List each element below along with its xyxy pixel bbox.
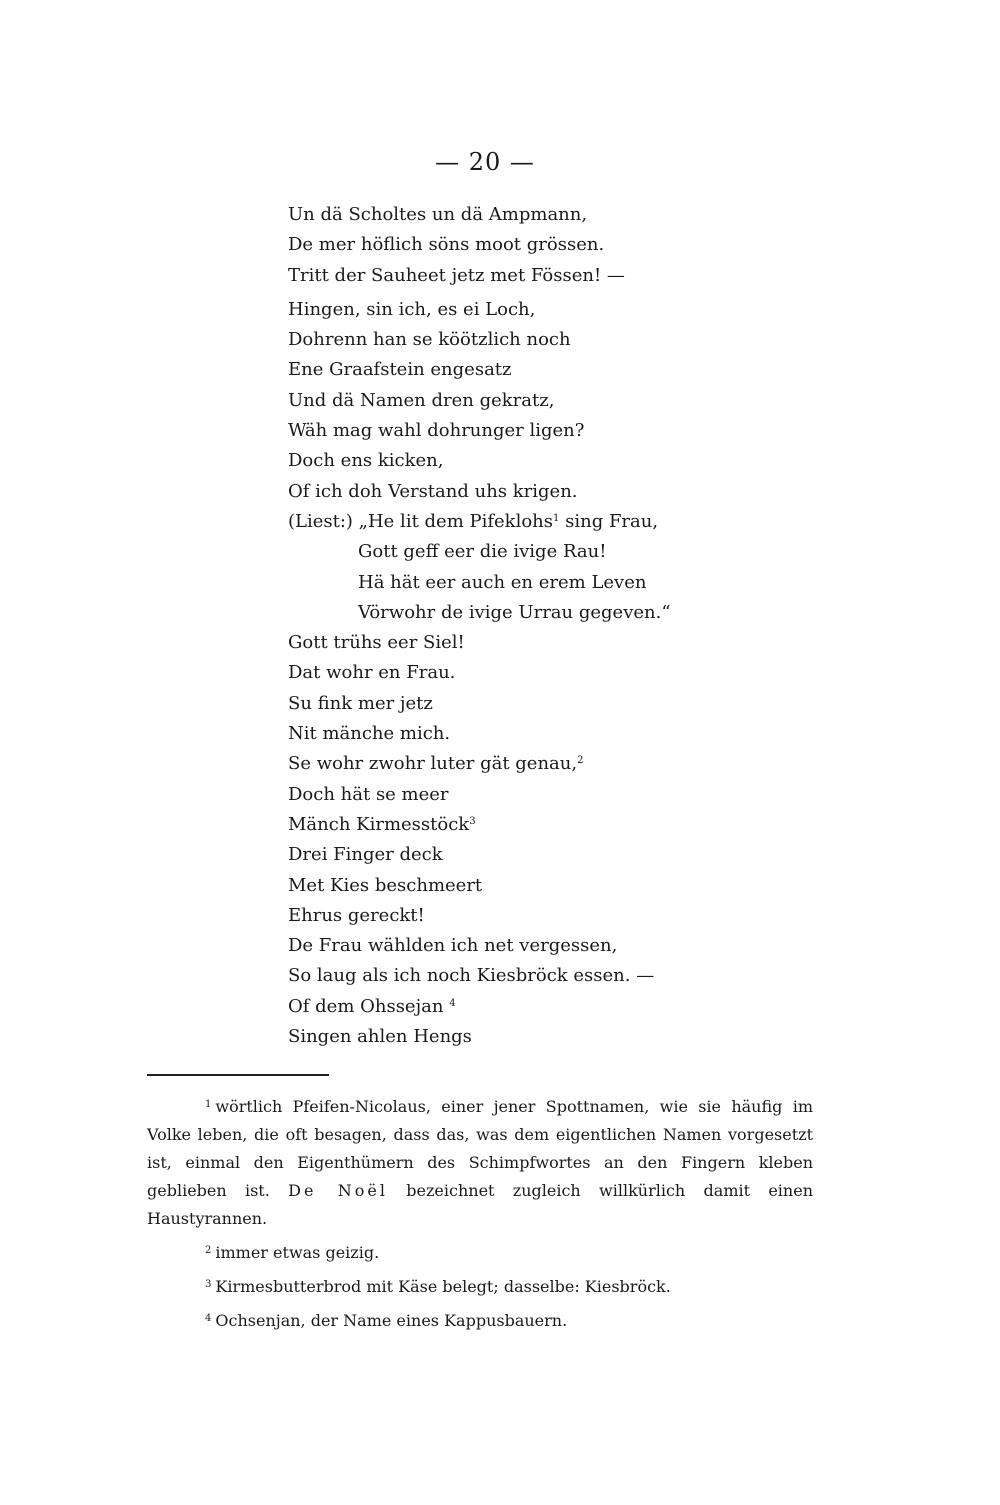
poem-line [288, 598, 848, 628]
footnote-ref: 3 [469, 815, 476, 827]
poem-line [288, 931, 848, 961]
poem-line-text: So laug als ich noch Kiesbröck essen. — [288, 965, 655, 987]
poem-line-text: Mänch Kirmesstöck [288, 813, 470, 835]
poem-line-text: Doch ens kicken, [288, 450, 444, 472]
poem-line-text: Of ich doh Verstand uhs krigen. [288, 480, 578, 502]
poem-line [288, 749, 848, 779]
footnote-2 [147, 1239, 813, 1267]
poem-block [288, 200, 848, 1052]
footnote-marker: 4 [205, 1313, 212, 1324]
poem-line-text: Su fink mer jetz [288, 692, 433, 714]
poem-line [288, 840, 848, 870]
footnote-4 [147, 1307, 813, 1335]
poem-line-text: Ehrus gereckt! [288, 904, 425, 926]
poem-line-text: De mer höflich söns moot grössen. [288, 234, 605, 256]
page-number: — 20 — [435, 148, 535, 176]
poem-line-text: Hingen, sin ich, es ei Loch, [288, 298, 536, 320]
poem-line [288, 780, 848, 810]
poem-line-text: Ene Graafstein engesatz [288, 359, 512, 381]
poem-line [288, 568, 848, 598]
footnote-marker: 2 [205, 1245, 212, 1256]
poem-line-text: Wäh mag wahl dohrunger ligen? [288, 420, 585, 442]
poem-line-text: Dat wohr en Frau. [288, 662, 456, 684]
footnote-marker: 1 [205, 1099, 212, 1110]
footnote-spaced-term: De Noël [288, 1181, 388, 1200]
footnotes-section [147, 1093, 813, 1341]
poem-line [288, 416, 848, 446]
footnote-text: Ochsenjan, der Name eines Kappusbauern. [215, 1311, 568, 1330]
footnote-text: bezeichnet zugleich willkürlich damit einen Haustyrannen. [147, 1181, 813, 1228]
poem-line-text: Gott geff eer die ivige Rau! [358, 541, 607, 563]
footnote-divider [147, 1074, 329, 1076]
footnote-text: Kirmesbutterbrod mit Käse belegt; dasselbe: Kiesbröck. [215, 1277, 671, 1296]
poem-line-text: Drei Finger deck [288, 844, 443, 866]
poem-line-text: Doch hät se meer [288, 783, 449, 805]
footnote-ref: 1 [553, 512, 560, 524]
poem-line [288, 537, 848, 567]
poem-line [288, 200, 848, 230]
poem-line-text: Met Kies beschmeert [288, 874, 483, 896]
poem-line-text: Se wohr zwohr luter gät genau, [288, 753, 578, 775]
poem-line [288, 295, 848, 325]
poem-line-text: Gott trühs eer Siel! [288, 632, 465, 654]
poem-line [288, 261, 848, 291]
poem-line [288, 325, 848, 355]
poem-line-text: Und dä Namen dren gekratz, [288, 389, 555, 411]
poem-line [288, 1022, 848, 1052]
poem-line-text: Un dä Scholtes un dä Ampmann, [288, 204, 588, 225]
footnote-text: wörtlich Pfeifen-Nicolaus, einer jener Spottnamen, wie sie häufig im Volke leben, die oft besagen, dass das, was dem eigentlichen Namen vorgesetzt ist, einmal den Eigenthümern des Schimpfwortes an den Fingern kleben geblieben ist. [147, 1097, 813, 1200]
footnote-1 [147, 1093, 813, 1233]
poem-line [288, 992, 848, 1022]
footnote-marker: 3 [205, 1279, 212, 1290]
poem-line [288, 810, 848, 840]
footnote-ref: 4 [449, 997, 456, 1009]
poem-line-text: Dohrenn han se köötzlich noch [288, 329, 571, 351]
poem-line-text: Vörwohr de ivige Urrau gegeven.“ [358, 601, 671, 623]
poem-line [288, 386, 848, 416]
poem-line-text: Singen ahlen Hengs [288, 1026, 472, 1048]
poem-line [288, 901, 848, 931]
poem-line [288, 658, 848, 688]
poem-line-text: (Liest:) „He lit dem Pifeklohs [288, 510, 554, 532]
poem-line [288, 961, 848, 991]
poem-line [288, 628, 848, 658]
footnote-text: immer etwas geizig. [215, 1243, 380, 1262]
poem-line [288, 355, 848, 385]
poem-line-text: Tritt der Sauheet jetz met Fössen! — [288, 264, 625, 286]
poem-line [288, 719, 848, 749]
poem-line-text: sing Frau, [559, 510, 659, 532]
poem-line [288, 871, 848, 901]
poem-line [288, 477, 848, 507]
poem-line-text: De Frau wählden ich net vergessen, [288, 935, 618, 957]
poem-line [288, 446, 848, 476]
poem-line [288, 230, 848, 260]
poem-line [288, 689, 848, 719]
footnote-ref: 2 [577, 755, 584, 767]
poem-line-text: Hä hät eer auch en erem Leven [358, 571, 647, 593]
poem-line [288, 507, 848, 537]
poem-line-text: Nit mänche mich. [288, 723, 451, 745]
poem-line-text: Of dem Ohssejan [288, 995, 444, 1017]
footnote-3 [147, 1273, 813, 1301]
